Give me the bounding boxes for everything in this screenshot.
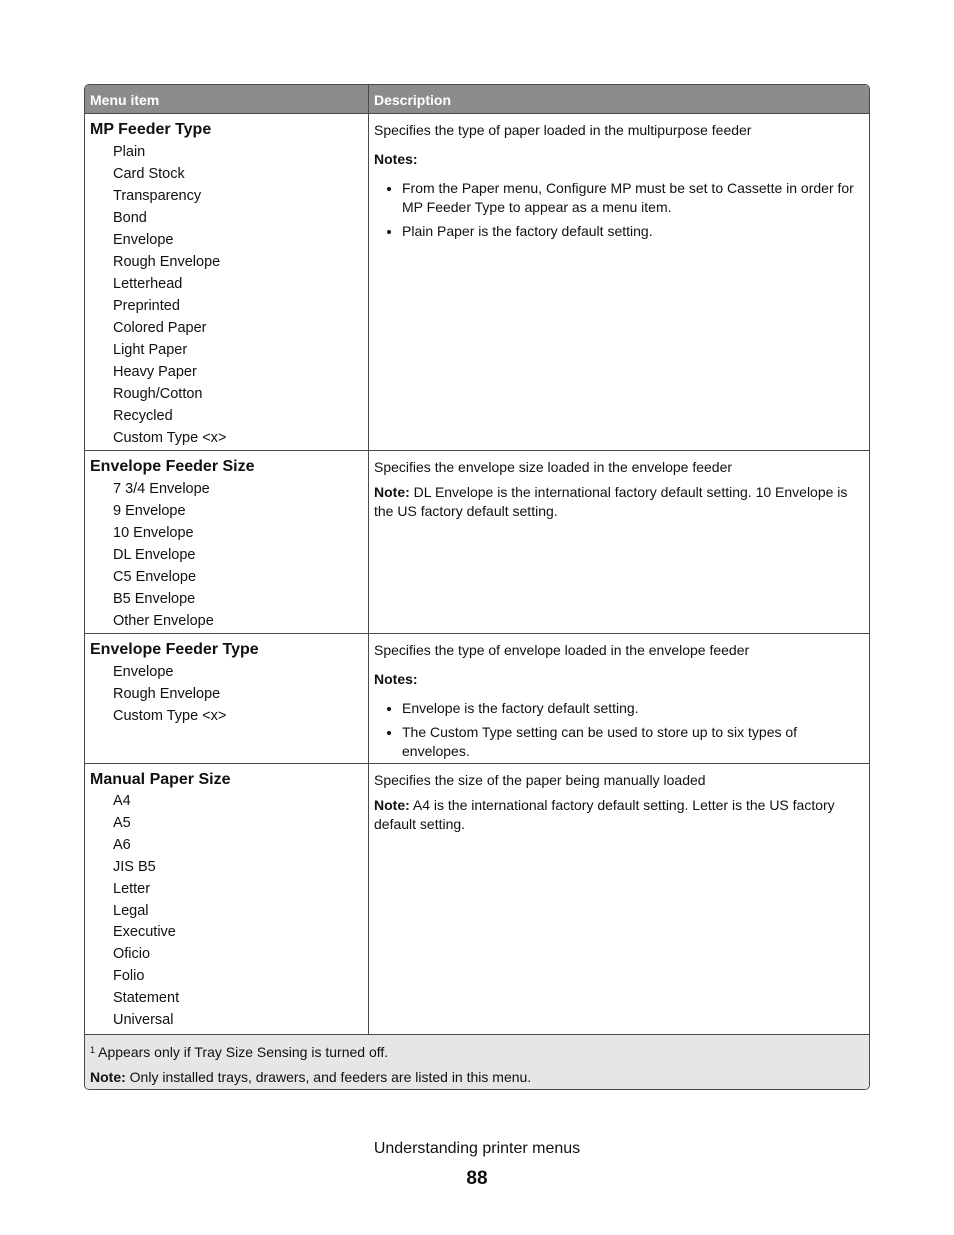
option-list xyxy=(90,478,363,632)
page-number: 88 xyxy=(466,1168,488,1189)
option: A6 xyxy=(113,836,131,853)
description-text: Specifies the envelope size loaded in the envelope feeder xyxy=(374,459,733,475)
option: Plain xyxy=(113,144,146,160)
option: Colored Paper xyxy=(113,320,207,336)
menu-item-title: MP Feeder Type xyxy=(90,121,212,138)
note-bullet: • Envelope is the factory default setting. xyxy=(402,699,864,718)
table-footer xyxy=(85,1034,869,1089)
option: Transparency xyxy=(113,188,202,204)
option: Statement xyxy=(113,990,180,1007)
option: Heavy Paper xyxy=(113,364,197,380)
option: Rough Envelope xyxy=(113,254,221,270)
note-label: Note: xyxy=(374,797,410,813)
option: Envelope xyxy=(113,232,174,248)
notes-list xyxy=(374,179,864,241)
option: Folio xyxy=(113,968,145,985)
description-cell xyxy=(369,634,869,763)
description-text: Specifies the size of the paper being manually loaded xyxy=(374,772,706,788)
header-description: Description xyxy=(374,92,452,108)
option: Universal xyxy=(113,1012,174,1029)
notes-label: Notes: xyxy=(374,151,418,167)
description-cell xyxy=(369,451,869,633)
option: DL Envelope xyxy=(113,547,196,563)
table-row xyxy=(85,633,869,763)
menu-item-title: Envelope Feeder Type xyxy=(90,641,259,658)
option: Custom Type <x> xyxy=(113,430,227,446)
option: JIS B5 xyxy=(113,858,156,875)
note-bullet: • Plain Paper is the factory default setting. xyxy=(402,222,864,241)
notes-list xyxy=(374,699,864,761)
option: A5 xyxy=(113,814,131,831)
table-row xyxy=(85,450,869,633)
table-row xyxy=(85,763,869,1034)
option: Rough/Cotton xyxy=(113,386,203,402)
option: Envelope xyxy=(113,664,174,680)
option: Recycled xyxy=(113,408,173,424)
option: Rough Envelope xyxy=(113,686,221,702)
option: Oficio xyxy=(113,946,151,963)
menu-item-cell xyxy=(85,764,369,1034)
note-bullet: • The Custom Type setting can be used to store up to six types of envelopes. xyxy=(402,723,864,761)
menu-item-cell xyxy=(85,114,369,450)
table-row xyxy=(85,113,869,450)
option: 10 Envelope xyxy=(113,525,194,541)
option: Card Stock xyxy=(113,166,185,182)
footer-note-text: Only installed trays, drawers, and feeders are listed in this menu. xyxy=(125,1069,532,1085)
description-text: Specifies the type of envelope loaded in the envelope feeder xyxy=(374,642,750,658)
footer-note-label: Note: xyxy=(90,1069,126,1085)
header-menu-item: Menu item xyxy=(85,85,369,113)
option: Legal xyxy=(113,902,149,919)
description-text: Specifies the type of paper loaded in the multipurpose feeder xyxy=(374,122,752,138)
footer-note xyxy=(90,1068,864,1087)
menu-item-title: Envelope Feeder Size xyxy=(90,458,255,475)
menu-item-cell xyxy=(85,634,369,763)
option: Letter xyxy=(113,880,151,897)
option: Other Envelope xyxy=(113,613,214,629)
note-paragraph xyxy=(374,796,864,834)
description-cell xyxy=(369,114,869,450)
option-list xyxy=(90,141,363,449)
description-cell xyxy=(369,764,869,1034)
footnote xyxy=(90,1043,864,1062)
option: 9 Envelope xyxy=(113,503,186,519)
option: B5 Envelope xyxy=(113,591,196,607)
notes-label: Notes: xyxy=(374,671,418,687)
option: Custom Type <x> xyxy=(113,708,227,724)
menu-item-title: Manual Paper Size xyxy=(90,771,231,788)
option: Executive xyxy=(113,924,176,941)
option: Bond xyxy=(113,210,147,226)
option: Preprinted xyxy=(113,298,180,314)
option: Letterhead xyxy=(113,276,183,292)
menu-table xyxy=(84,84,870,1090)
option: C5 Envelope xyxy=(113,569,197,585)
page-section-title: Understanding printer menus xyxy=(373,1140,581,1157)
option-list xyxy=(90,661,363,727)
note-bullet: • From the Paper menu, Configure MP must be set to Cassette in order for MP Feeder Type to appear as a menu item. xyxy=(402,179,864,217)
note-paragraph xyxy=(374,483,864,521)
note-text: A4 is the international factory default setting. Letter is the US factory default setting. xyxy=(374,797,835,832)
option-list xyxy=(90,791,363,1032)
footnote-text: Appears only if Tray Size Sensing is turned off. xyxy=(98,1044,389,1060)
menu-item-cell xyxy=(85,451,369,633)
option: A4 xyxy=(113,793,131,809)
note-text: DL Envelope is the international factory default setting. 10 Envelope is the US factory default setting. xyxy=(374,484,848,519)
table-header xyxy=(85,85,869,113)
option: 7 3/4 Envelope xyxy=(113,481,210,497)
option: Light Paper xyxy=(113,342,188,358)
footnote-marker: 1 xyxy=(90,1045,96,1055)
note-label: Note: xyxy=(374,484,410,500)
